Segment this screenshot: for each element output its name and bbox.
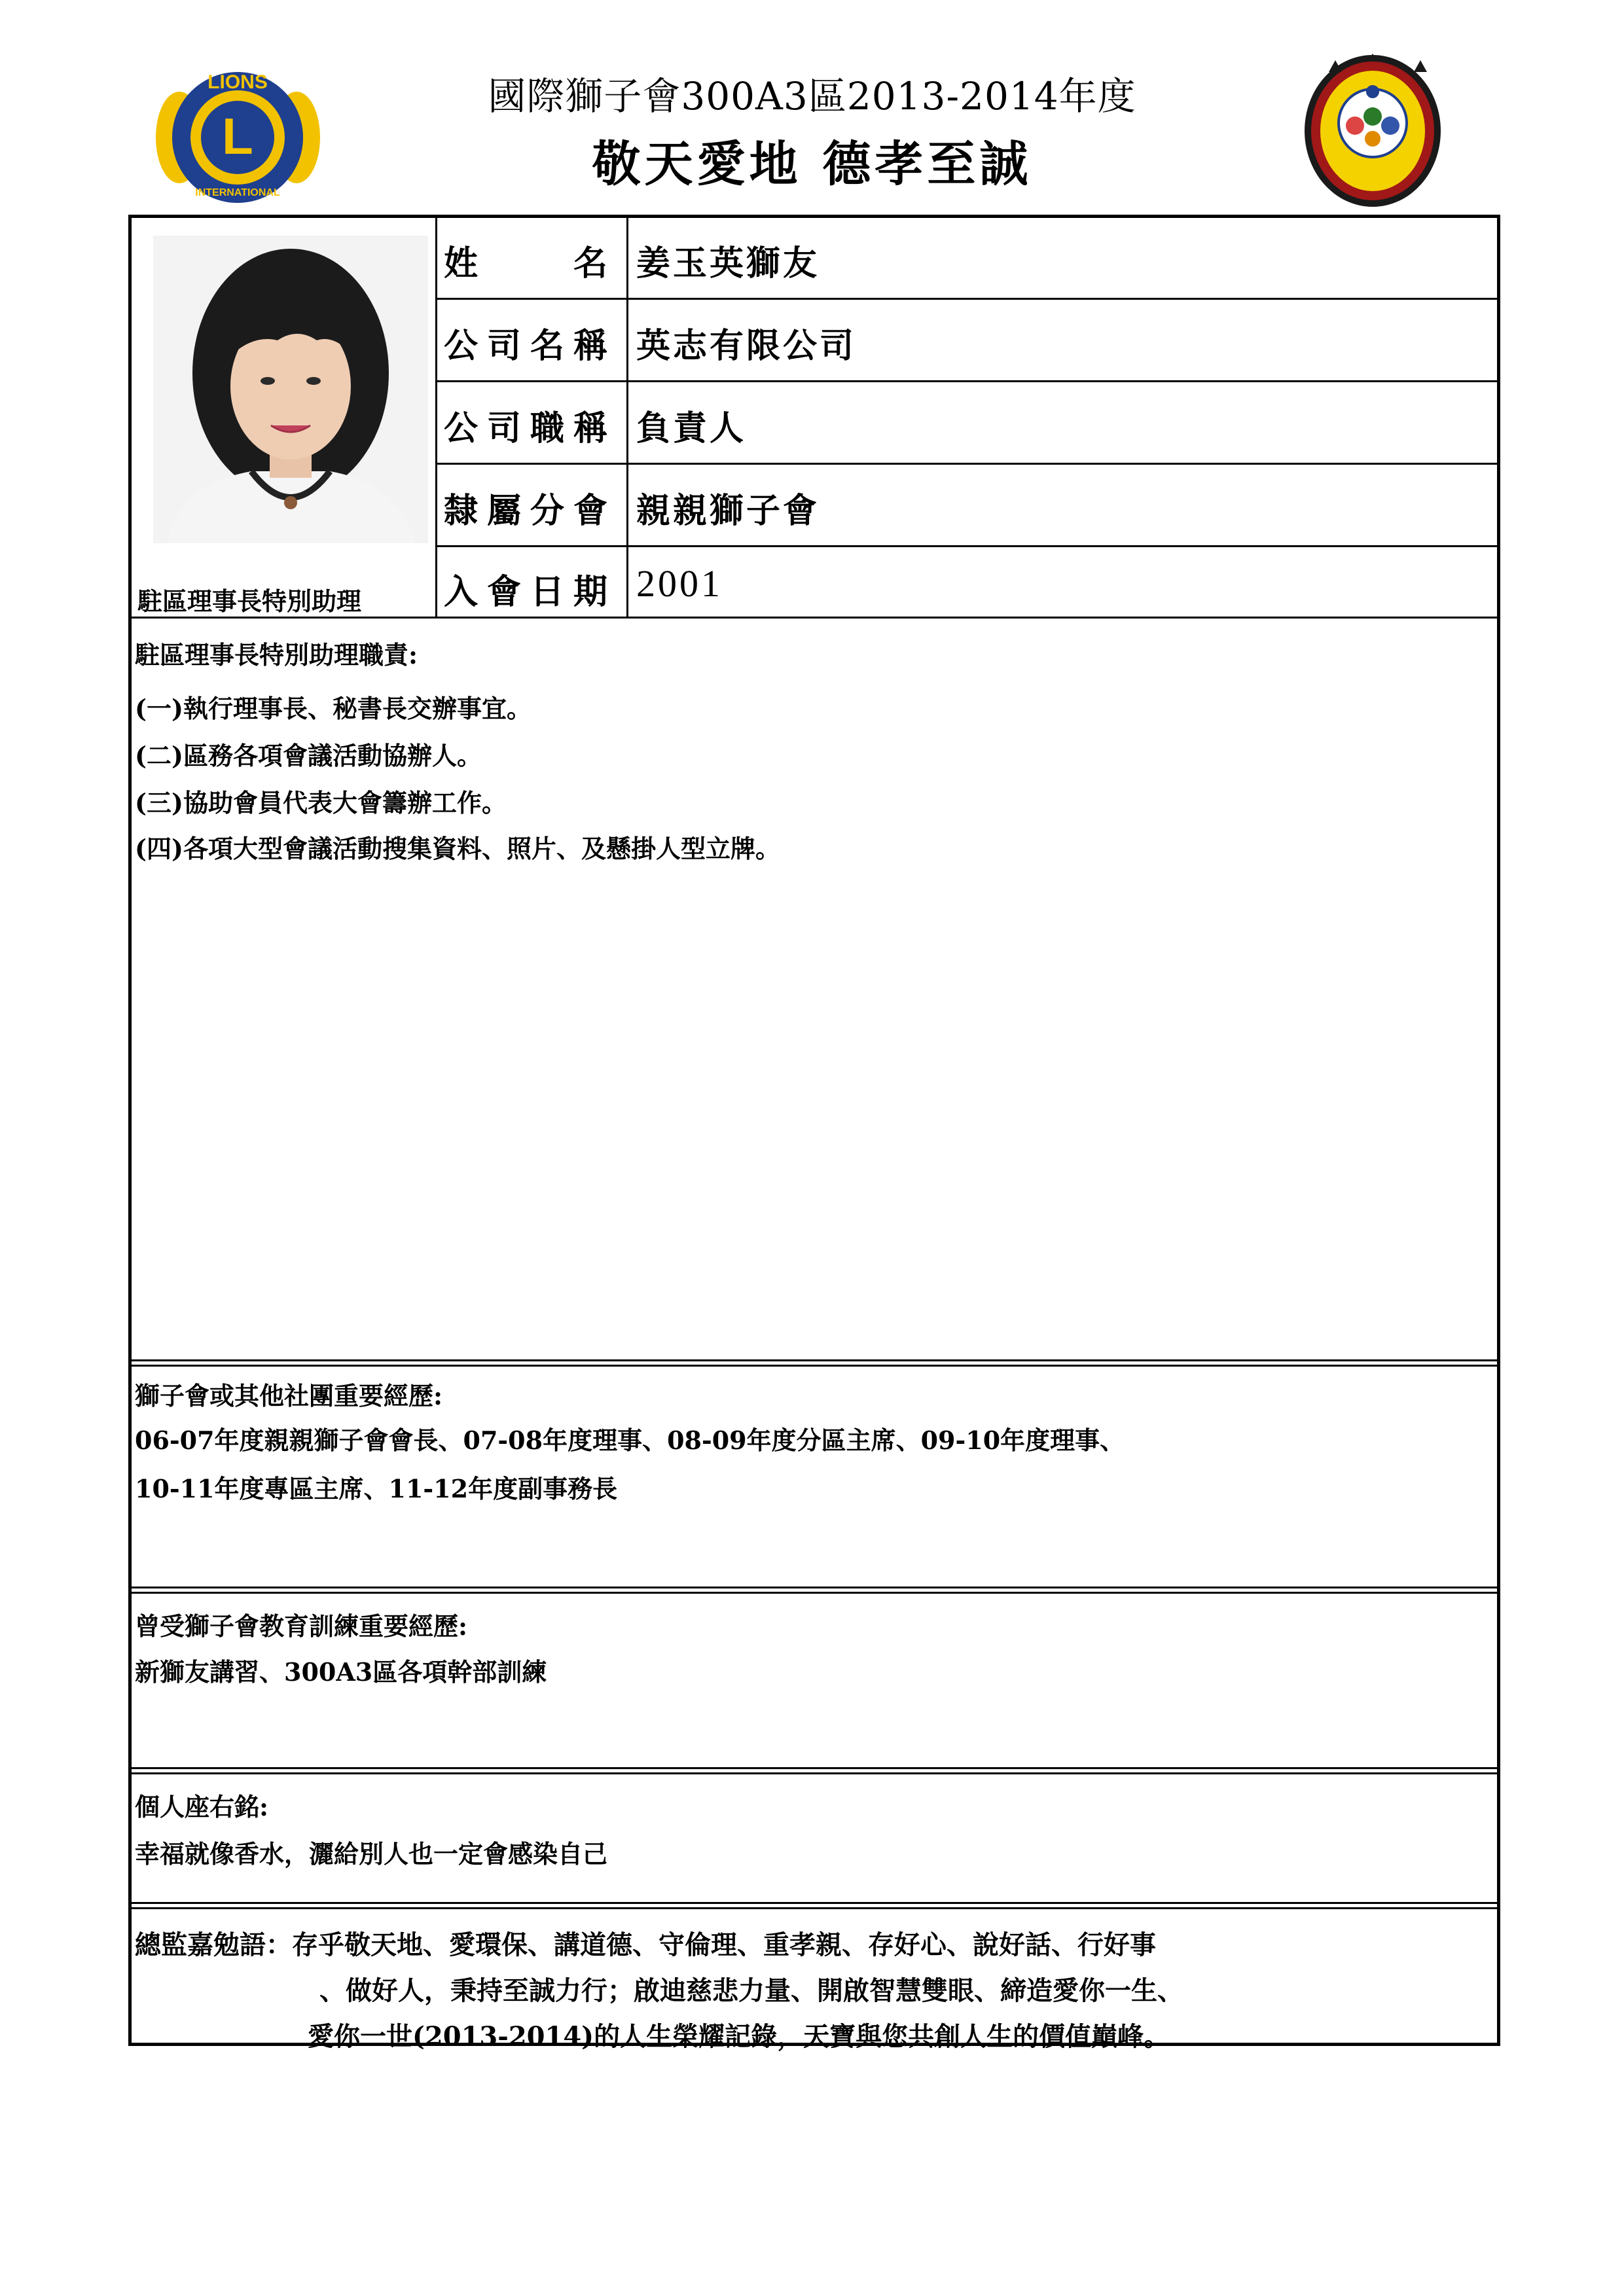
field-row-divider (435, 380, 1499, 382)
section-divider (130, 1359, 1499, 1361)
member-portrait-photo (153, 236, 428, 543)
page-title-district-year: 國際獅子會300A3區2013-2014年度 (488, 74, 1136, 118)
experience-heading: 獅子會或其他社團重要經歷: (135, 1381, 443, 1410)
field-label-company-title: 公司職稱 (444, 408, 617, 448)
field-value-join-date: 2001 (636, 562, 723, 605)
governor-message-line: 、做好人，秉持至誠力行；啟迪慈悲力量、開啟智慧雙眼、締造愛你一生、 (319, 1975, 1183, 2006)
motto-heading: 個人座右銘: (135, 1792, 269, 1821)
field-label-join-date: 入會日期 (444, 572, 617, 612)
label-column-divider (626, 216, 628, 619)
duty-item: (四)各項大型會議活動搜集資料、照片、及懸掛人型立牌。 (135, 834, 780, 863)
field-value-club: 親親獅子會 (636, 491, 820, 531)
section-divider (130, 1772, 1499, 1774)
duty-item: (二)區務各項會議活動協辦人。 (135, 741, 482, 770)
role-caption: 駐區理事長特別助理 (137, 586, 362, 616)
field-label-club: 隸屬分會 (444, 491, 617, 531)
field-row-divider (435, 463, 1499, 465)
field-label-company-name: 公司名稱 (444, 326, 617, 366)
duties-heading: 駐區理事長特別助理職責: (135, 640, 418, 670)
experience-line: 06-07年度親親獅子會會長、07-08年度理事、08-09年度分區主席、09-10年度理事、 (135, 1426, 1125, 1455)
governor-message-line: 總監嘉勉語：存乎敬天地、愛環保、講道德、守倫理、重孝親、存好心、說好話、行好事 (135, 1929, 1156, 1960)
page-title-motto: 敬天愛地 德孝至誠 (592, 136, 1032, 192)
lions-logo-top-text: LIONS (208, 71, 268, 93)
field-label-name: 姓 名 (444, 243, 617, 283)
motto-line: 幸福就像香水，灑給別人也一定會感染自己 (135, 1839, 608, 1869)
field-row-divider (435, 298, 1499, 300)
lions-logo-bottom-text: INTERNATIONAL (195, 187, 280, 198)
field-value-company-title: 負責人 (636, 408, 747, 448)
training-heading: 曾受獅子會教育訓練重要經歷: (135, 1611, 468, 1641)
duty-item: (三)協助會員代表大會籌辦工作。 (135, 788, 507, 817)
training-line: 新獅友講習、300A3區各項幹部訓練 (135, 1657, 547, 1687)
governor-message-line: 愛你一世(2013-2014)的人生榮耀記錄，天寶與您共創人生的價值巔峰。 (308, 2021, 1170, 2052)
section-divider (130, 1907, 1499, 1909)
lions-logo-letter: L (222, 107, 253, 165)
section-divider (130, 1902, 1499, 1904)
section-divider (130, 1592, 1499, 1594)
section-divider (130, 1365, 1499, 1367)
section-divider (130, 1767, 1499, 1769)
photo-column-divider (435, 216, 437, 619)
duty-item: (一)執行理事長、秘書長交辦事宜。 (135, 694, 532, 723)
experience-line: 10-11年度專區主席、11-12年度副事務長 (135, 1474, 618, 1503)
field-row-divider (435, 545, 1499, 547)
field-value-company-name: 英志有限公司 (636, 326, 857, 366)
field-value-name: 姜玉英獅友 (636, 243, 820, 283)
section-divider (130, 1587, 1499, 1588)
